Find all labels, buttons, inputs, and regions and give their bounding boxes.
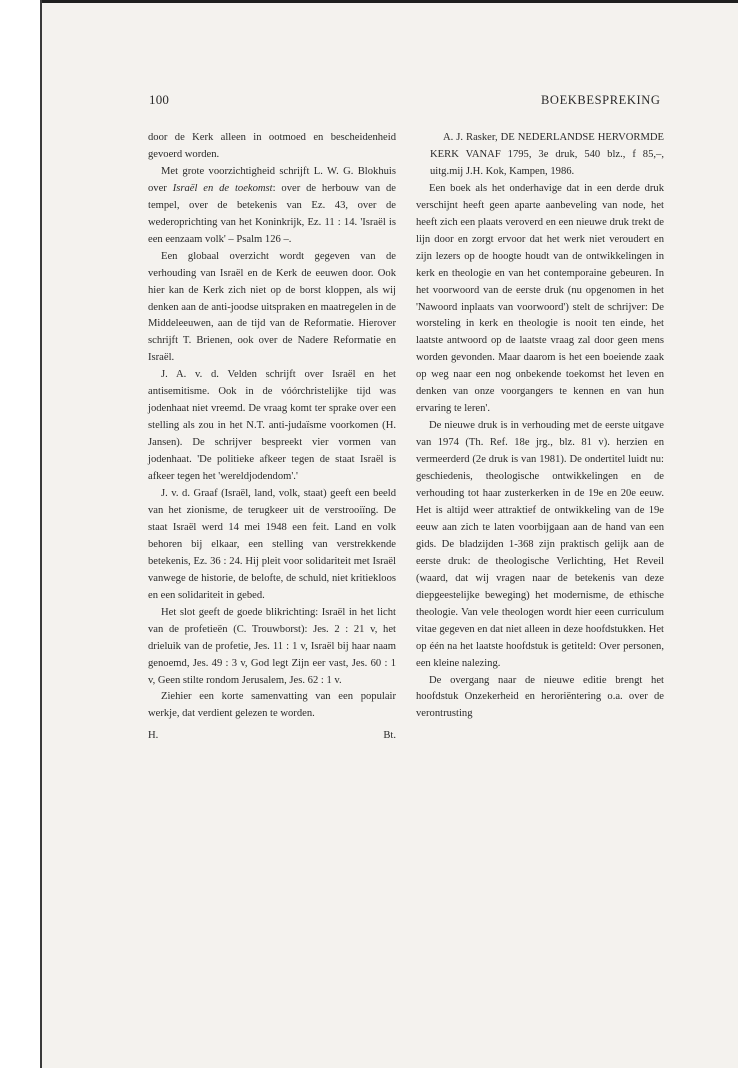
- paragraph: [148, 164, 396, 249]
- paragraph: Een globaal overzicht wordt gegeven van de verhouding van Israël en de Kerk de eeuwen door. Ook hier kan de Kerk zich niet op de borst kloppen, als wij denken aan de anti-joodse uitspraken en maatregelen in de Middeleeuwen, aan de tijd van de Reformatie. Hierover schrijft T. Brienen, ook over de Nadere Reformatie en Israël.: [148, 250, 396, 364]
- page-number: 100: [149, 92, 170, 107]
- running-head: BOEKBESPREKING: [541, 93, 661, 107]
- paragraph: De overgang naar de nieuwe editie brengt het hoofdstuk Onzekerheid en heroriëntering o.a. over de verontrusting: [416, 674, 664, 720]
- paragraph: Het slot geeft de goede blikrichting: Israël in het licht van de profetieën (C. Trouwborst): Jes. 2 : 21 v, het drieluik van de profetie, Jes. 11 : 1 v, Israël bij haar naam genoemd, Jes. 49 : 3 v, God legt Zijn eer vast, Jes. 60 : 1 v, Geen stilte rondom Jerusalem, Jes. 62 : 1 v.: [148, 606, 396, 686]
- right-column: [416, 130, 664, 723]
- paragraph: J. A. v. d. Velden schrijft over Israël en het antisemitisme. Ook in de vóórchristelijke tijd was jodenhaat niet vreemd. De vraag komt ter sprake over een stelling als zou in het N.T. anti-judaïsme voorkomen (H. Jansen). De schrijver bespreekt vier vormen van jodenhaat. 'De politieke afkeer tegen de staat Israël is afkeer tegen het 'wereldjodendom'.': [148, 369, 396, 483]
- signature-initial: H.: [148, 730, 159, 742]
- paragraph: J. v. d. Graaf (Israël, land, volk, staat) geeft een beeld van het zionisme, de terugkeer uit de verstrooiïng. De staat Israël werd 14 mei 1948 een feit. Land en volk behoren bij elkaar, een stelling van verstrekkende betekenis, Ez. 36 : 24. Hij pleit voor solidariteit met Israël vanwege de historie, de belofte, de schuld, niet kritiekloos en een solidariteit in gebed.: [148, 488, 396, 601]
- paragraph: door de Kerk alleen in ootmoed en bescheidenheid gevoerd worden.: [148, 132, 396, 160]
- text-run: Met grote voorzichtigheid schrijft L. W. G. Blokhuis over: [148, 165, 396, 194]
- left-column: [148, 130, 396, 745]
- paragraph: Ziehier een korte samenvatting van een populair werkje, dat verdient gelezen te worden.: [148, 691, 396, 720]
- paragraph: Een boek als het onderhavige dat in een derde druk verschijnt heeft geen aparte aanbeveling van node, het heeft zich een plaats veroverd en een nieuwe druk trekt de lijn door en zorgt ervoor dat het werk niet veroudert en zijn lezers op de hoogte houdt van de ontwikkelingen in kerk en theologie en van het contemporaine gebeuren. In het voorwoord van de eerste druk (nu opgenomen in het 'Nawoord inplaats van voorwoord') stelt de schrijver: De worsteling in kerk en theologie is nooit ten einde, het laatste antwoord op de laatste vraag zal door geen mens worden gevonden. Maar daarom is het een boeiende zaak op weg naar een nog onbekende toekomst het leven en denken van onze voorgangers te kennen en van hun ervaring te leren'.: [416, 182, 664, 415]
- book-reference: A. J. Rasker, DE NEDERLANDSE HERVORMDE KERK VANAF 1795, 3e druk, 540 blz., f 85,–, uitg.mij J.H. Kok, Kampen, 1986.: [430, 132, 664, 177]
- signature-initials: Bt.: [383, 730, 396, 742]
- text-run: : over de herbouw van de tempel, over de betekenis van Ez. 43, over de wederoprichting van het Koninkrijk, Ez. 11 : 14. 'Israël is een eenzaam volk' – Psalm 126 –.: [148, 182, 396, 245]
- book-title-italic: Israël en de toekomst: [172, 182, 273, 194]
- reviewer-signature: [148, 728, 396, 745]
- paragraph: De nieuwe druk is in verhouding met de eerste uitgave van 1974 (Th. Ref. 18e jrg., blz. 81 v). herzien en vermeerderd (2e druk is van 1981). De ondertitel luidt nu: geschiedenis, theologische ontwikkelingen en de verhouding tot haar zusterkerken in de 19e en 20e eeuw. Het is altijd weer attraktief de ontwikkeling van de 19e eeuw aan zich te laten voorbijgaan aan de hand van een gids. De bladzijden 1-368 zijn praktisch gelijk aan de eerste druk: de theologische Verlichting, Het Reveil (waard, dat wij vragen naar de betekenis van deze diepgeestelijke beweging) het modernisme, de ethische theologie. Van vele theologen wordt hier eeen curriculum vitae gegeven en dat niet alleen in deze hoofdstukken. Het op één na het laatste hoofdstuk is getiteld: Over personen, een kleine nalezing.: [416, 420, 664, 669]
